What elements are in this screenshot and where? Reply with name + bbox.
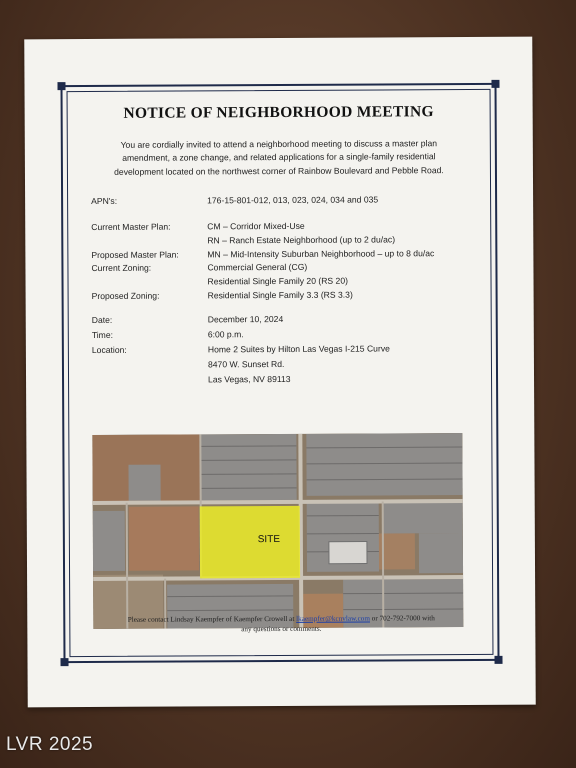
aerial-map-image bbox=[92, 433, 463, 629]
notice-paper bbox=[24, 37, 535, 708]
apn-value: 176-15-801-012, 013, 023, 024, 034 and 035 bbox=[207, 194, 379, 206]
contact-email-link[interactable]: lkaempfer@kcnvlaw.com bbox=[296, 614, 371, 623]
contact-prefix: Please contact Lindsay Kaempfer of Kaempfer Crowell at bbox=[127, 614, 297, 624]
current-zoning-value: Residential Single Family 20 (RS 20) bbox=[207, 275, 348, 287]
location-value: 8470 W. Sunset Rd. bbox=[207, 358, 285, 370]
date-value: December 10, 2024 bbox=[207, 313, 284, 325]
proposed-master-plan-value: MN – Mid-Intensity Suburban Neighborhood – up to 8 du/ac bbox=[207, 248, 435, 260]
notice-intro bbox=[101, 137, 457, 179]
intro-line: development located on the northwest corner of Rainbow Boulevard and Pebble Road. bbox=[114, 164, 444, 177]
border-corner bbox=[491, 80, 499, 88]
location-value: Las Vegas, NV 89113 bbox=[208, 373, 291, 385]
intro-line: You are cordially invited to attend a neighborhood meeting to discuss a master plan bbox=[120, 138, 438, 150]
location-value: Home 2 Suites by Hilton Las Vegas I-215 Curve bbox=[207, 343, 390, 355]
current-zoning-label: Current Zoning: bbox=[91, 262, 152, 273]
time-value: 6:00 p.m. bbox=[207, 329, 244, 340]
date-label: Date: bbox=[91, 314, 113, 325]
current-master-plan-label: Current Master Plan: bbox=[91, 221, 171, 232]
current-zoning-value: Commercial General (CG) bbox=[207, 261, 308, 273]
apn-label: APN's: bbox=[91, 195, 118, 206]
contact-info bbox=[95, 613, 467, 635]
current-master-plan-value: RN – Ranch Estate Neighborhood (up to 2 du/ac) bbox=[207, 234, 396, 246]
border-corner bbox=[60, 658, 68, 666]
site-label: SITE bbox=[257, 534, 281, 546]
proposed-zoning-label: Proposed Zoning: bbox=[91, 290, 160, 301]
contact-suffix: or 702-792-7000 with bbox=[369, 614, 435, 623]
contact-line-2: any questions or comments. bbox=[241, 624, 322, 634]
watermark: LVR 2025 bbox=[6, 734, 94, 755]
time-label: Time: bbox=[91, 329, 114, 340]
aerial-map bbox=[92, 433, 463, 629]
current-master-plan-value: CM – Corridor Mixed-Use bbox=[207, 220, 305, 232]
proposed-master-plan-label: Proposed Master Plan: bbox=[91, 249, 179, 260]
location-label: Location: bbox=[91, 344, 127, 355]
proposed-zoning-value: Residential Single Family 3.3 (RS 3.3) bbox=[207, 289, 353, 301]
notice-title: NOTICE OF NEIGHBORHOOD MEETING bbox=[123, 103, 434, 122]
border-corner bbox=[57, 82, 65, 90]
notice-border bbox=[60, 83, 499, 663]
intro-line: amendment, a zone change, and related applications for a single-family residential bbox=[122, 151, 436, 164]
border-corner bbox=[494, 656, 502, 664]
